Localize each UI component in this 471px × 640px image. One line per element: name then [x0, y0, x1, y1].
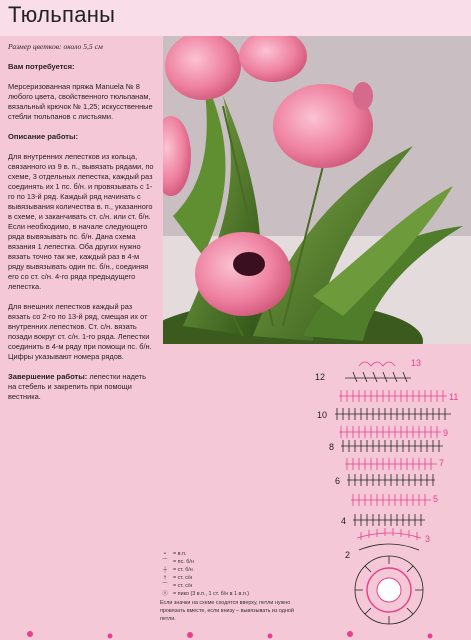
finish-text: лепестки надеть на стебель и закрепить при помощи вестника.: [8, 372, 146, 401]
row-number: 5: [433, 494, 439, 504]
row-number: 8: [329, 442, 335, 452]
legend-symbol: ⌒: [162, 583, 168, 589]
tulip-illustration: [163, 36, 471, 344]
foundation-ring: [355, 556, 423, 624]
legend-note: Если значки на схеме сходятся вверху, петли нужно провязать вместе, если внизу – вывязывать из одной петли.: [160, 600, 294, 622]
legend: [160, 550, 310, 623]
legend-label: = ст. с/н: [173, 575, 193, 581]
legend-row: [160, 558, 310, 566]
finish-paragraph: [8, 372, 156, 402]
legend-row: [160, 566, 310, 574]
materials-text: Мерсеризованная пряжа Manuela № 8 любого цвета, свойственного тюльпанам, вязальный крючок № 1,25; искусственные стебли тюльпанов с листьями.: [8, 82, 153, 121]
row-number: 11: [449, 392, 459, 402]
page-title: Тюльпаны: [8, 2, 116, 27]
work-heading: Описание работы:: [8, 132, 79, 141]
text-column: [8, 42, 156, 412]
legend-label: = ст. б/н: [173, 567, 193, 573]
crochet-chart: [315, 352, 471, 632]
materials-heading: Вам потребуется:: [8, 62, 75, 71]
row-number: 9: [443, 428, 449, 438]
row-number: 13: [411, 358, 422, 368]
legend-symbol: •: [164, 551, 166, 557]
legend-label: = в.п.: [173, 551, 187, 557]
row-number: 2: [345, 550, 351, 560]
row-number: 10: [317, 410, 328, 420]
legend-row: [160, 550, 310, 558]
row-number: 12: [315, 372, 326, 382]
row-number: 3: [425, 534, 431, 544]
work-text: Для внутренних лепестков из кольца, связанного из 9 в. п., вывязать рядами, по схеме, 3 отдельных лепестка, каждый раз соединять их 1 пс. б/н. и провязывать с 1-го по 13-й ряд. Каждый ряд начинать с вывязывания количества в. п., указанного в схеме, и заканчивать ст. с/н. или ст. б/н. Если необходимо, в начале следующего ряда вывязывать пс. б/н. Дана схема вязания 1 лепестка. Оба других нужно вязать точно так же, каждый раз в 4-м ряду вывязывать один пс. б/н., соединяя его со ст. с/н. 4-го ряда предыдущего лепестка.: [8, 152, 154, 291]
decorative-dots: [0, 628, 471, 640]
legend-row: [160, 582, 310, 590]
row-number: 7: [439, 458, 445, 468]
row-number: 6: [335, 476, 341, 486]
legend-symbol: ⓞ: [162, 591, 168, 597]
legend-symbol: †: [163, 575, 167, 581]
legend-label: = пс. б/н: [173, 559, 194, 565]
legend-symbol: ⌒: [162, 559, 168, 565]
crochet-diagram: [315, 352, 471, 632]
row-number: 4: [341, 516, 347, 526]
tulip-photo: [163, 36, 471, 344]
legend-label: = пико (3 в.п., 1 ст. б/н в 1 в.п.): [173, 591, 250, 597]
legend-row: [160, 590, 310, 598]
legend-symbol: ┼: [163, 567, 167, 573]
finish-heading: Завершение работы:: [8, 372, 88, 381]
flower-size: Размер цветков: около 5,5 см: [8, 42, 103, 51]
legend-row: [160, 574, 310, 582]
legend-label: = ст. с/н: [173, 583, 193, 589]
outer-petals-text: Для внешних лепестков каждый раз вязать со 2-го по 13-й ряд, смещая их от внутренних лепестков. Ст. с/н. вязать позади вокруг ст. с/н. 1-го ряда. Лепестки соединить в 4-м ряду при помощи пс. б/н. Цифры указывают номера рядов.: [8, 302, 152, 361]
